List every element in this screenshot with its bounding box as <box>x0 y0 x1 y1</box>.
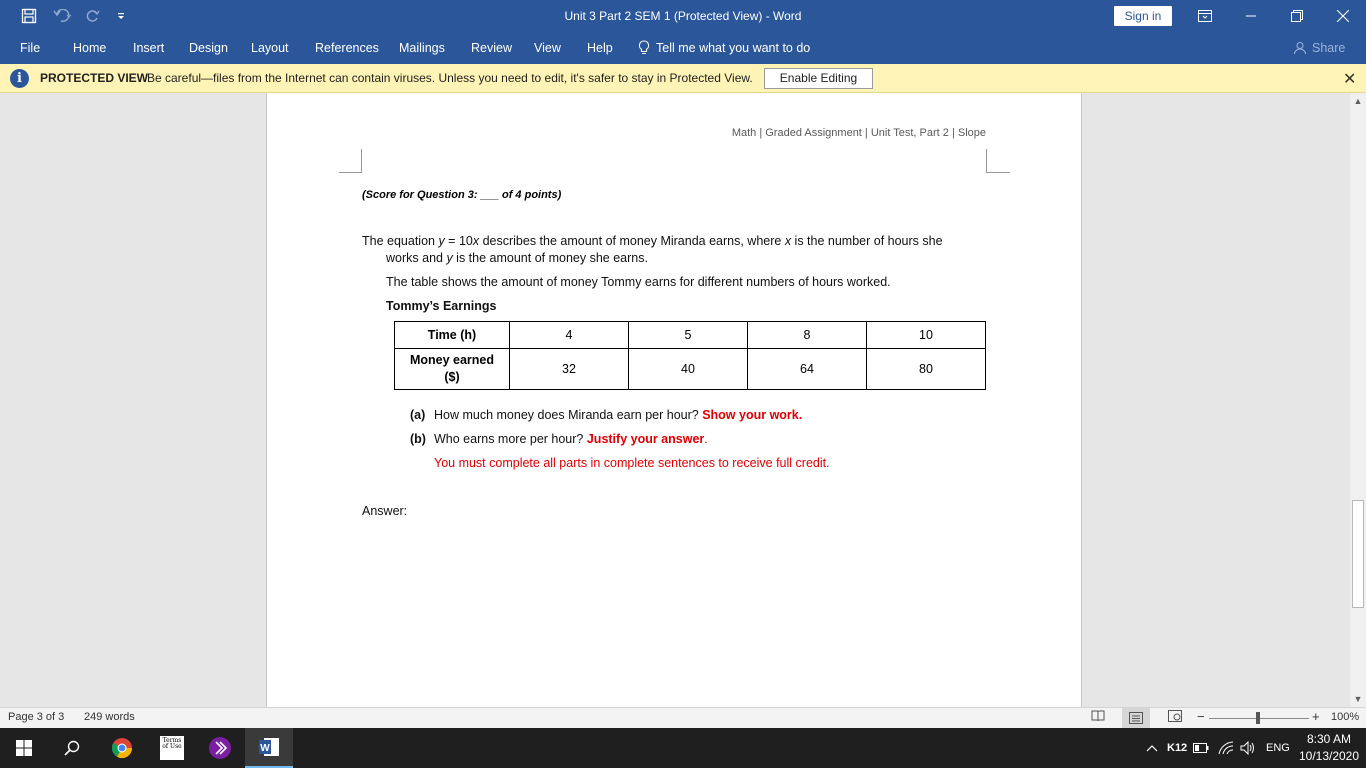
time-cell: 10 <box>867 322 986 349</box>
undo-icon[interactable] <box>48 0 78 32</box>
money-cell: 80 <box>867 349 986 390</box>
word-taskbar-icon[interactable] <box>245 728 293 768</box>
tab-help[interactable]: Help <box>587 41 613 55</box>
zoom-level[interactable]: 100% <box>1331 711 1360 723</box>
document-area <box>0 93 1350 707</box>
tab-layout[interactable]: Layout <box>251 41 289 55</box>
time-cell: 5 <box>629 322 748 349</box>
money-cell: 64 <box>748 349 867 390</box>
margin-corner-left <box>339 149 362 173</box>
tab-mailings[interactable]: Mailings <box>399 41 445 55</box>
scroll-down-icon[interactable]: ▼ <box>1353 694 1363 704</box>
credit-note: You must complete all parts in complete sentences to receive full credit. <box>434 456 830 470</box>
equation-paragraph <box>362 233 1002 267</box>
tell-me-search[interactable] <box>638 32 810 64</box>
start-button[interactable] <box>0 728 48 768</box>
part-b-question: Who earns more per hour? Justify your answer. <box>434 432 708 446</box>
part-b-label: (b) <box>410 432 426 446</box>
close-message-bar-icon[interactable]: ✕ <box>1343 71 1357 88</box>
clock-date: 10/13/2020 <box>1298 749 1360 763</box>
zoom-out-icon[interactable]: − <box>1197 709 1205 724</box>
volume-icon[interactable] <box>1240 728 1256 768</box>
part-a-label: (a) <box>410 408 426 422</box>
scroll-up-icon[interactable]: ▲ <box>1353 96 1363 106</box>
battery-icon[interactable] <box>1193 728 1209 768</box>
web-layout-icon[interactable] <box>1168 710 1182 725</box>
vertical-scrollbar[interactable] <box>1350 93 1366 707</box>
table-row <box>395 322 986 349</box>
app-arrow-icon[interactable] <box>196 728 244 768</box>
money-cell: 40 <box>629 349 748 390</box>
terms-of-use-icon[interactable]: Terms of Use <box>148 728 196 768</box>
tab-home[interactable]: Home <box>73 41 107 55</box>
title-bar <box>0 0 1366 32</box>
redo-icon[interactable] <box>82 0 104 32</box>
time-header: Time (h) <box>395 322 510 349</box>
search-icon[interactable] <box>48 728 96 768</box>
person-icon <box>1293 41 1307 55</box>
tab-insert[interactable]: Insert <box>133 41 165 55</box>
enable-editing-button[interactable]: Enable Editing <box>764 68 873 89</box>
time-cell: 4 <box>510 322 629 349</box>
input-language[interactable]: ENG <box>1266 742 1290 754</box>
zoom-slider-thumb[interactable] <box>1256 712 1260 724</box>
k12-tray-icon[interactable]: K12 <box>1167 742 1188 754</box>
tab-view[interactable]: View <box>534 41 561 55</box>
chrome-icon[interactable] <box>98 728 146 768</box>
show-hidden-icons[interactable] <box>1146 728 1158 768</box>
money-cell: 32 <box>510 349 629 390</box>
clock[interactable] <box>1296 731 1362 765</box>
scroll-thumb[interactable] <box>1352 500 1364 608</box>
windows-logo-icon <box>16 740 32 756</box>
equation-line-2: works and y is the amount of money she earns. <box>386 251 648 265</box>
money-header: Money earned ($) <box>395 349 510 390</box>
tell-me-text: Tell me what you want to do <box>656 41 811 55</box>
clock-time: 8:30 AM <box>1306 732 1352 746</box>
table-row <box>395 349 986 390</box>
tab-review[interactable]: Review <box>471 41 512 55</box>
time-cell: 8 <box>748 322 867 349</box>
ribbon-tabs <box>0 32 1366 64</box>
print-layout-icon[interactable] <box>1122 708 1150 728</box>
score-line: (Score for Question 3: ___ of 4 points) <box>362 189 562 201</box>
share-label: Share <box>1312 41 1346 55</box>
word-count[interactable]: 249 words <box>84 711 135 723</box>
wifi-icon[interactable] <box>1218 728 1234 768</box>
document-page[interactable] <box>266 93 1082 707</box>
customize-quick-access-icon[interactable] <box>112 0 130 32</box>
zoom-in-icon[interactable]: + <box>1312 709 1320 724</box>
close-icon[interactable] <box>1320 0 1366 32</box>
table-intro: The table shows the amount of money Tommy earns for different numbers of hours worked. <box>386 275 891 289</box>
status-bar <box>0 707 1366 728</box>
share-button[interactable] <box>1293 32 1345 64</box>
lightbulb-icon <box>638 40 650 56</box>
svg-text:W: W <box>260 743 270 754</box>
save-icon[interactable] <box>14 0 44 32</box>
taskbar <box>0 728 1366 768</box>
tab-file[interactable]: File <box>20 41 41 55</box>
ribbon-display-options-icon[interactable] <box>1182 0 1228 32</box>
equation-line-1: The equation y = 10x describes the amount of money Miranda earns, where x is the number of hours she <box>362 234 943 248</box>
page-header: Math | Graded Assignment | Unit Test, Part 2 | Slope <box>731 127 986 139</box>
restore-icon[interactable] <box>1274 0 1320 32</box>
protected-view-label: PROTECTED VIEW <box>40 71 149 85</box>
earnings-table <box>394 321 986 390</box>
margin-corner-right <box>986 149 1010 173</box>
window-title: Unit 3 Part 2 SEM 1 (Protected View) - Word <box>564 9 802 23</box>
protected-view-bar <box>0 64 1366 93</box>
info-shield-icon: i <box>10 69 29 88</box>
protected-view-message: Be careful—files from the Internet can contain viruses. Unless you need to edit, it's safer to stay in Protected View. <box>147 71 753 85</box>
page-count[interactable]: Page 3 of 3 <box>8 711 65 723</box>
read-mode-icon[interactable] <box>1091 710 1105 725</box>
answer-label: Answer: <box>362 504 408 518</box>
minimize-icon[interactable] <box>1228 0 1274 32</box>
tab-design[interactable]: Design <box>189 41 228 55</box>
part-a-question: How much money does Miranda earn per hour? Show your work. <box>434 408 803 422</box>
tab-references[interactable]: References <box>315 41 379 55</box>
sign-in-button[interactable]: Sign in <box>1114 6 1172 26</box>
table-title: Tommy’s Earnings <box>386 299 497 313</box>
